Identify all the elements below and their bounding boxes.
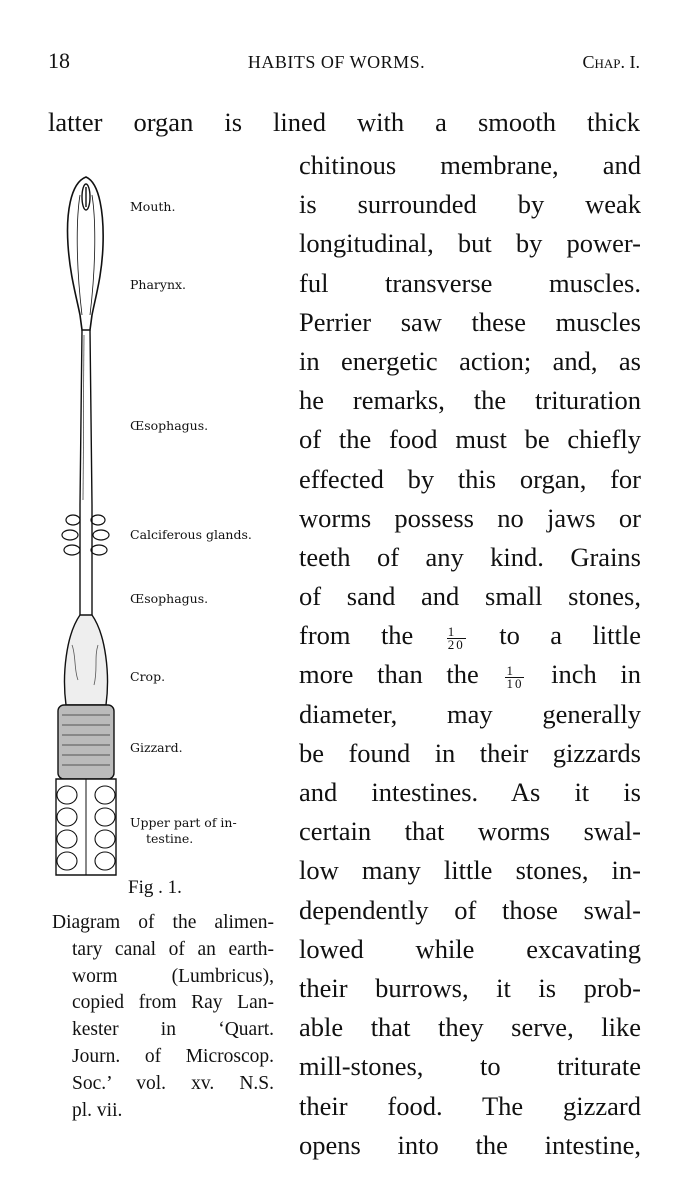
caption-line: kester in ‘Quart. — [72, 1019, 274, 1041]
body-text-column — [299, 146, 641, 1165]
fraction-denominator: 10 — [506, 675, 524, 691]
label-intestine-line-1: Upper part of in- — [130, 815, 237, 830]
body-line: is surrounded by weak — [299, 189, 641, 220]
figure-caption — [52, 910, 274, 1124]
body-line: of the food must be chiefly — [299, 424, 641, 455]
fraction-line-prefix: more than the — [299, 659, 479, 690]
caption-line: tary canal of an earth- — [72, 938, 274, 960]
label-calciferous-glands: Calciferous glands. — [130, 527, 252, 542]
fraction-denominator: 20 — [447, 636, 465, 652]
alimentary-canal-figure — [40, 175, 280, 885]
label-crop: Crop. — [130, 669, 166, 684]
body-line: of sand and small stones, — [299, 581, 641, 612]
body-line: low many little stones, in- — [299, 855, 641, 886]
body-line: dependently of those swal- — [299, 894, 641, 925]
body-line: able that they serve, like — [299, 1012, 641, 1043]
body-line: their burrows, it is prob- — [299, 972, 641, 1003]
label-pharynx: Pharynx. — [130, 277, 187, 292]
caption-line: Diagram of the alimen- — [52, 912, 274, 933]
caption-line: pl. vii. — [72, 1099, 123, 1121]
page-number: 18 — [48, 48, 70, 73]
body-line: he remarks, the trituration — [299, 385, 641, 416]
fraction-numerator: 1 — [505, 665, 524, 678]
label-gizzard: Gizzard. — [130, 740, 183, 755]
caption-line: worm (Lumbricus), — [72, 965, 274, 987]
body-line: opens into the intestine, — [299, 1129, 641, 1160]
label-oesophagus-upper: Œsophagus. — [130, 418, 209, 433]
body-line: ful transverse muscles. — [299, 267, 641, 298]
figure-number: Fig . 1. — [128, 877, 182, 898]
caption-line: Journ. of Microscop. — [72, 1045, 274, 1067]
body-line: effected by this organ, for — [299, 463, 641, 494]
body-line: their food. The gizzard — [299, 1090, 641, 1121]
fraction-one-tenth — [505, 662, 524, 691]
body-line: teeth of any kind. Grains — [299, 541, 641, 572]
body-line: be found in their gizzards — [299, 737, 641, 768]
label-intestine-line-2: testine. — [146, 831, 194, 846]
fraction-one-twentieth — [447, 623, 466, 652]
body-line: chitinous membrane, and — [299, 150, 641, 180]
body-line: diameter, may generally — [299, 698, 641, 729]
body-first-line: latter organ is lined with a smooth thick — [48, 107, 640, 137]
fraction-line-prefix: from the — [299, 620, 414, 651]
body-line-fraction — [299, 616, 641, 655]
body-line: certain that worms swal- — [299, 816, 641, 847]
fraction-line-suffix: to a little — [499, 620, 642, 651]
running-head — [0, 48, 673, 78]
alimentary-canal-illustration — [40, 175, 130, 885]
label-oesophagus-lower: Œsophagus. — [130, 591, 209, 606]
caption-line: copied from Ray Lan- — [72, 992, 274, 1014]
caption-line: Soc.’ vol. xv. N.S. — [72, 1072, 274, 1094]
body-line: and intestines. As it is — [299, 777, 641, 807]
chapter-label: Chap. I. — [582, 52, 640, 72]
body-line: Perrier saw these muscles — [299, 306, 641, 337]
body-line: mill-stones, to triturate — [299, 1051, 641, 1082]
body-line-fraction — [299, 655, 641, 694]
fraction-numerator: 1 — [447, 626, 466, 639]
body-line: in energetic action; and, as — [299, 345, 641, 376]
running-title: HABITS OF WORMS. — [247, 52, 426, 72]
body-line: longitudinal, but by power- — [299, 228, 641, 259]
body-line: lowed while excavating — [299, 933, 641, 964]
body-line: worms possess no jaws or — [299, 502, 641, 533]
label-mouth: Mouth. — [130, 199, 176, 214]
fraction-line-suffix: inch in — [551, 659, 642, 690]
